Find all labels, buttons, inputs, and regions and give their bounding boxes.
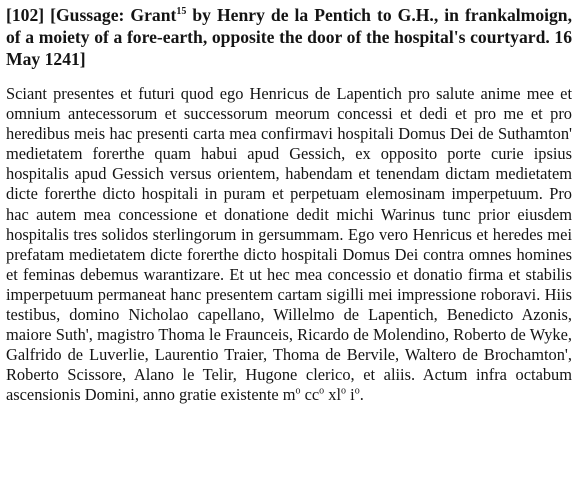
- charter-text: Sciant presentes et futuri quod ego Henricus de Lapentich pro salute anime mee et omnium antecessorum et successorum meorum concessi et dedi et pro me et pro heredibus meis hac presenti carta mea confirmavi hospitali Domus Dei de Suthamton' medietatem forerthe quam habui apud Gessich, ex opposito porte curie ipsius hospitalis apud Gessich versus orientem, habendam et tenendam dictam medietatem dicte forerthe dicto hospitali in puram et perpetuam elemosinam imperpetuum. Pro hac autem mea concessione et donatione dedit michi Warinus tunc prior eiusdem hospitalis tres solidos sterlingorum in gersummam. Ego vero Henricus et heredes mei prefatam medietatem dicte forerthe dicto hospitali Domus Dei contra omnes homines et feminas debemus warantizare. Et ut hec mea concessio et donatio firma et stabilis imperpetuum permaneat hanc presentem cartam sigilli mei impressione roboravi. Hiis testibus, domino Nicholao capellano, Willelmo de Lapentich, Benedicto Azonis, maiore Suth', magistro Thoma le Fraunceis, Ricardo de Molendino, Roberto de Wyke, Galfrido de Luverlie, Laurentio Traier, Thoma de Bervile, Waltero de Brochamton', Roberto Scissore, Alano le Telir, Hugone clerico, et aliis. Actum infra octabum ascensionis Domini, anno gratie existente: [6, 84, 572, 405]
- charter-page: [6, 4, 572, 406]
- date-numeral-xl: xl: [324, 385, 342, 405]
- charter-heading: [6, 4, 572, 70]
- footnote-reference[interactable]: 15: [176, 6, 187, 18]
- date-numeral-i-superscript: o: [354, 385, 360, 397]
- date-numeral-m-superscript: o: [295, 385, 301, 397]
- date-numeral-m: m: [282, 385, 296, 405]
- heading-title-start: [Gussage: Grant: [50, 5, 177, 25]
- date-numeral-xl-superscript: o: [341, 385, 347, 397]
- date-numeral-cc-superscript: o: [319, 385, 325, 397]
- heading-title-rest: by Henry de la Pentich to G.H., in frankalmoign, of a moiety of a fore-earth, opposite the door of the hospital's courtyard. 16 May 1241]: [6, 5, 572, 69]
- date-numeral-cc: cc: [300, 385, 320, 405]
- charter-body-text: [6, 84, 572, 406]
- date-numeral-i: i: [346, 385, 355, 405]
- document-number: [102]: [6, 5, 45, 25]
- date-end-period: .: [359, 385, 364, 405]
